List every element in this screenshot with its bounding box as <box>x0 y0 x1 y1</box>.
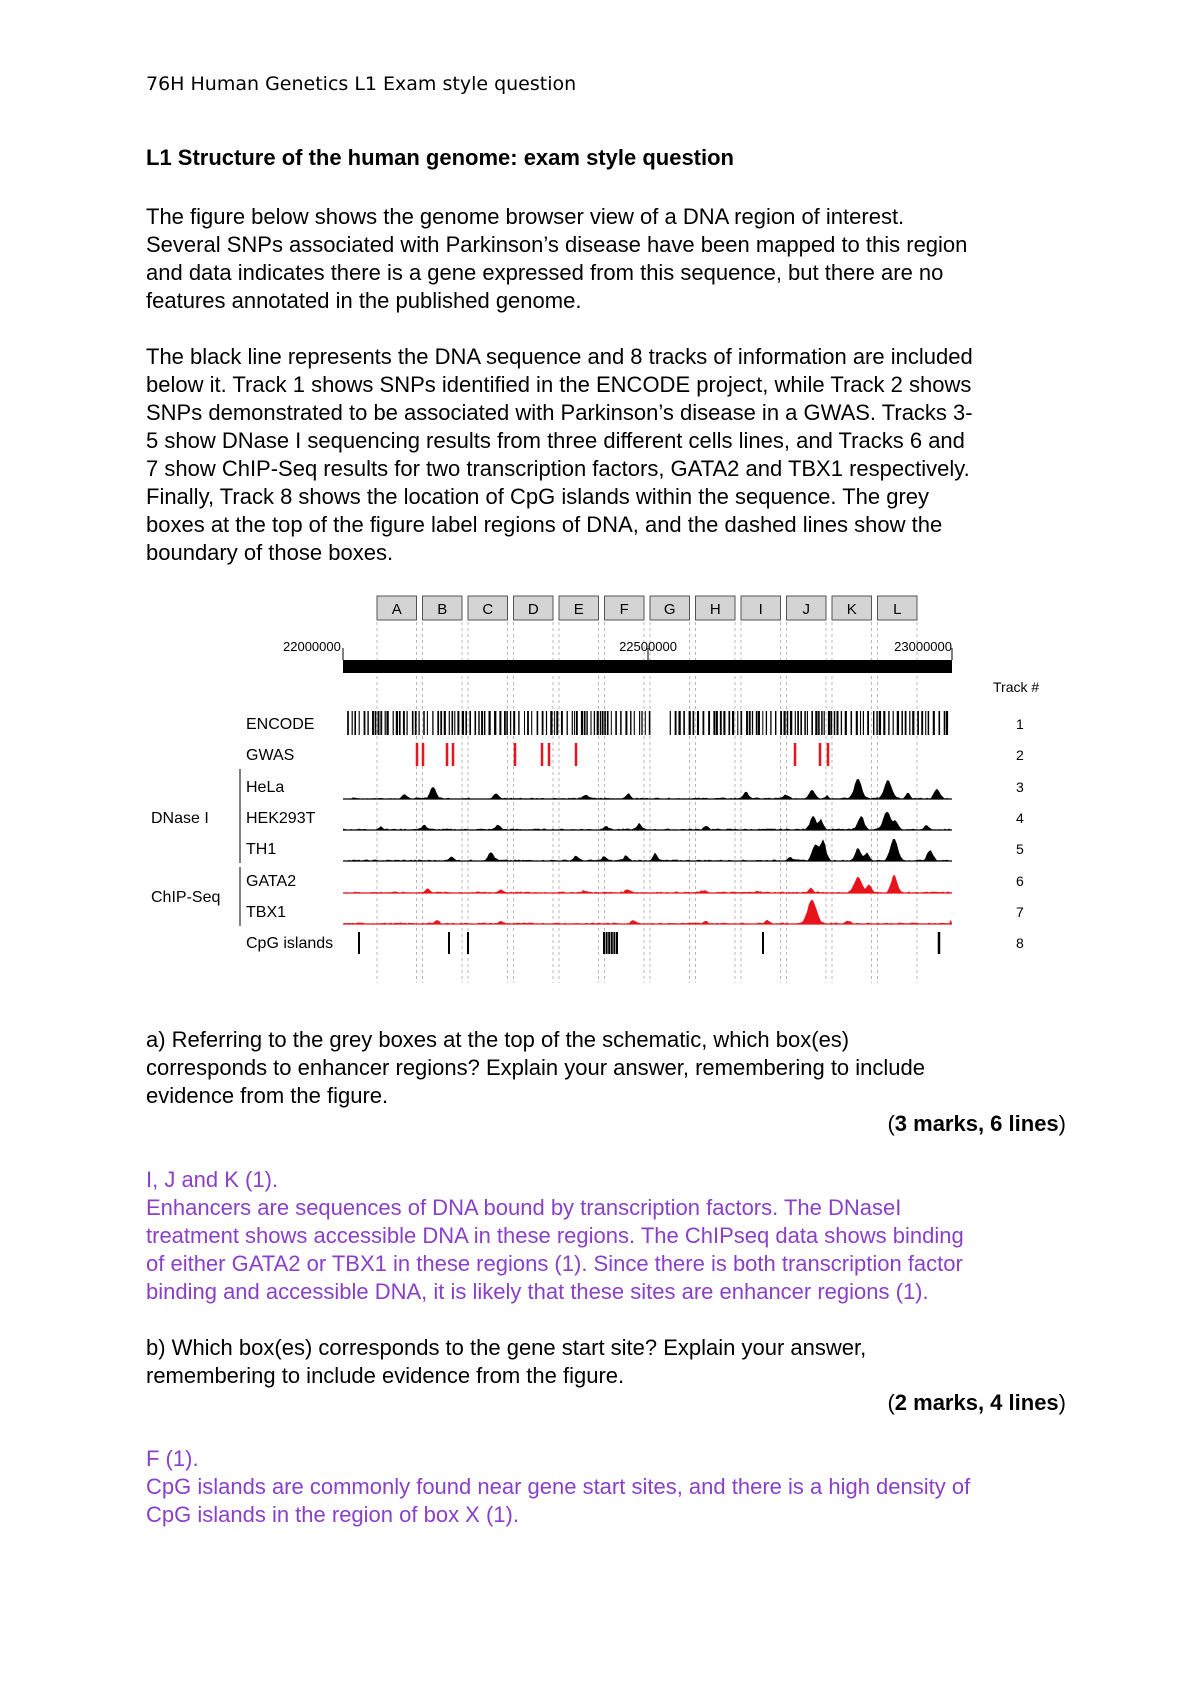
coordinate-label: 22500000 <box>619 639 677 654</box>
region-box-label: I <box>758 601 763 618</box>
answer-b: F (1). CpG islands are commonly found near gene start sites, and there is a high density of CpG islands in the region of box X (1). <box>146 1446 971 1527</box>
track-number: 6 <box>1016 873 1024 889</box>
question-b: b) Which box(es) corresponds to the gene start site? Explain your answer, remembering to include evidence from the figure. <box>146 1335 867 1388</box>
track-label: HEK293T <box>246 810 316 827</box>
genome-browser-figure <box>146 588 1046 988</box>
hek293t-signal <box>343 812 952 830</box>
track-label: GATA2 <box>246 873 297 890</box>
gata2-signal <box>343 875 952 893</box>
region-box-label: A <box>391 601 402 618</box>
th1-signal <box>343 839 952 861</box>
region-box-label: G <box>663 601 676 618</box>
dna-sequence-bar <box>343 660 952 673</box>
track-number: 8 <box>1016 935 1024 951</box>
region-box-label: E <box>573 601 584 618</box>
track-header: Track # <box>993 679 1040 695</box>
coordinate-label: 23000000 <box>894 639 952 654</box>
track-label: TBX1 <box>246 904 287 921</box>
track-number: 7 <box>1016 904 1024 920</box>
question-b-marks: (2 marks, 4 lines) <box>887 1390 1066 1415</box>
track-number: 5 <box>1016 841 1024 857</box>
question-a: a) Referring to the grey boxes at the top of the schematic, which box(es) corresponds to enhancer regions? Explain your answer, remembering to include evidence from the figure. <box>146 1027 925 1108</box>
region-box-label: K <box>846 601 857 618</box>
track-number: 2 <box>1016 747 1024 763</box>
track-label: CpG islands <box>246 935 334 952</box>
region-box-label: C <box>482 601 494 618</box>
track-label: TH1 <box>246 841 277 858</box>
track-label: HeLa <box>246 779 285 796</box>
tbx1-signal <box>343 900 952 924</box>
region-box-label: H <box>709 601 721 618</box>
answer-a: I, J and K (1). Enhancers are sequences of DNA bound by transcription factors. The DNaseI treatment shows accessible DNA in these regions. The ChIPseq data shows binding of either GATA2 or TBX1 in these regions (1). Since there is both transcription factor binding and accessible DNA, it is likely that these sites are enhancer regions (1). <box>146 1167 964 1304</box>
group-label: DNase I <box>151 810 209 827</box>
coordinate-label: 22000000 <box>283 639 341 654</box>
track-number: 3 <box>1016 779 1024 795</box>
track-label: GWAS <box>246 747 295 764</box>
region-box-label: B <box>437 601 448 618</box>
region-box-label: D <box>527 601 539 618</box>
intro-paragraph-2: The black line represents the DNA sequence and 8 tracks of information are included below it. Track 1 shows SNPs identified in the ENCODE project, while Track 2 shows SNPs demonstrated to be associated with Parkinson’s disease in a GWAS. Tracks 3- 5 show DNase I sequencing results from three different cells lines, and Tracks 6 and 7 show ChIP-Seq results for two transcription factors, GATA2 and TBX1 respectively. Finally, Track 8 shows the location of CpG islands within the sequence. The grey boxes at the top of the figure label regions of DNA, and the dashed lines show the boundary of those boxes. <box>146 344 973 565</box>
region-box-label: L <box>893 601 902 618</box>
intro-paragraph-1: The figure below shows the genome browser view of a DNA region of interest. Several SNPs associated with Parkinson’s disease have been mapped to this region and data indicates there is a gene expressed from this sequence, but there are no features annotated in the published genome. <box>146 204 968 313</box>
track-label: ENCODE <box>246 716 315 733</box>
group-label: ChIP-Seq <box>151 889 221 906</box>
page-title: L1 Structure of the human genome: exam style question <box>146 145 734 170</box>
track-number: 4 <box>1016 810 1024 826</box>
hela-signal <box>343 779 952 799</box>
region-box-label: J <box>802 601 810 618</box>
track-number: 1 <box>1016 716 1024 732</box>
question-a-marks: (3 marks, 6 lines) <box>887 1111 1066 1136</box>
region-box-label: F <box>619 601 629 618</box>
page-header: 76H Human Genetics L1 Exam style question <box>146 73 577 95</box>
